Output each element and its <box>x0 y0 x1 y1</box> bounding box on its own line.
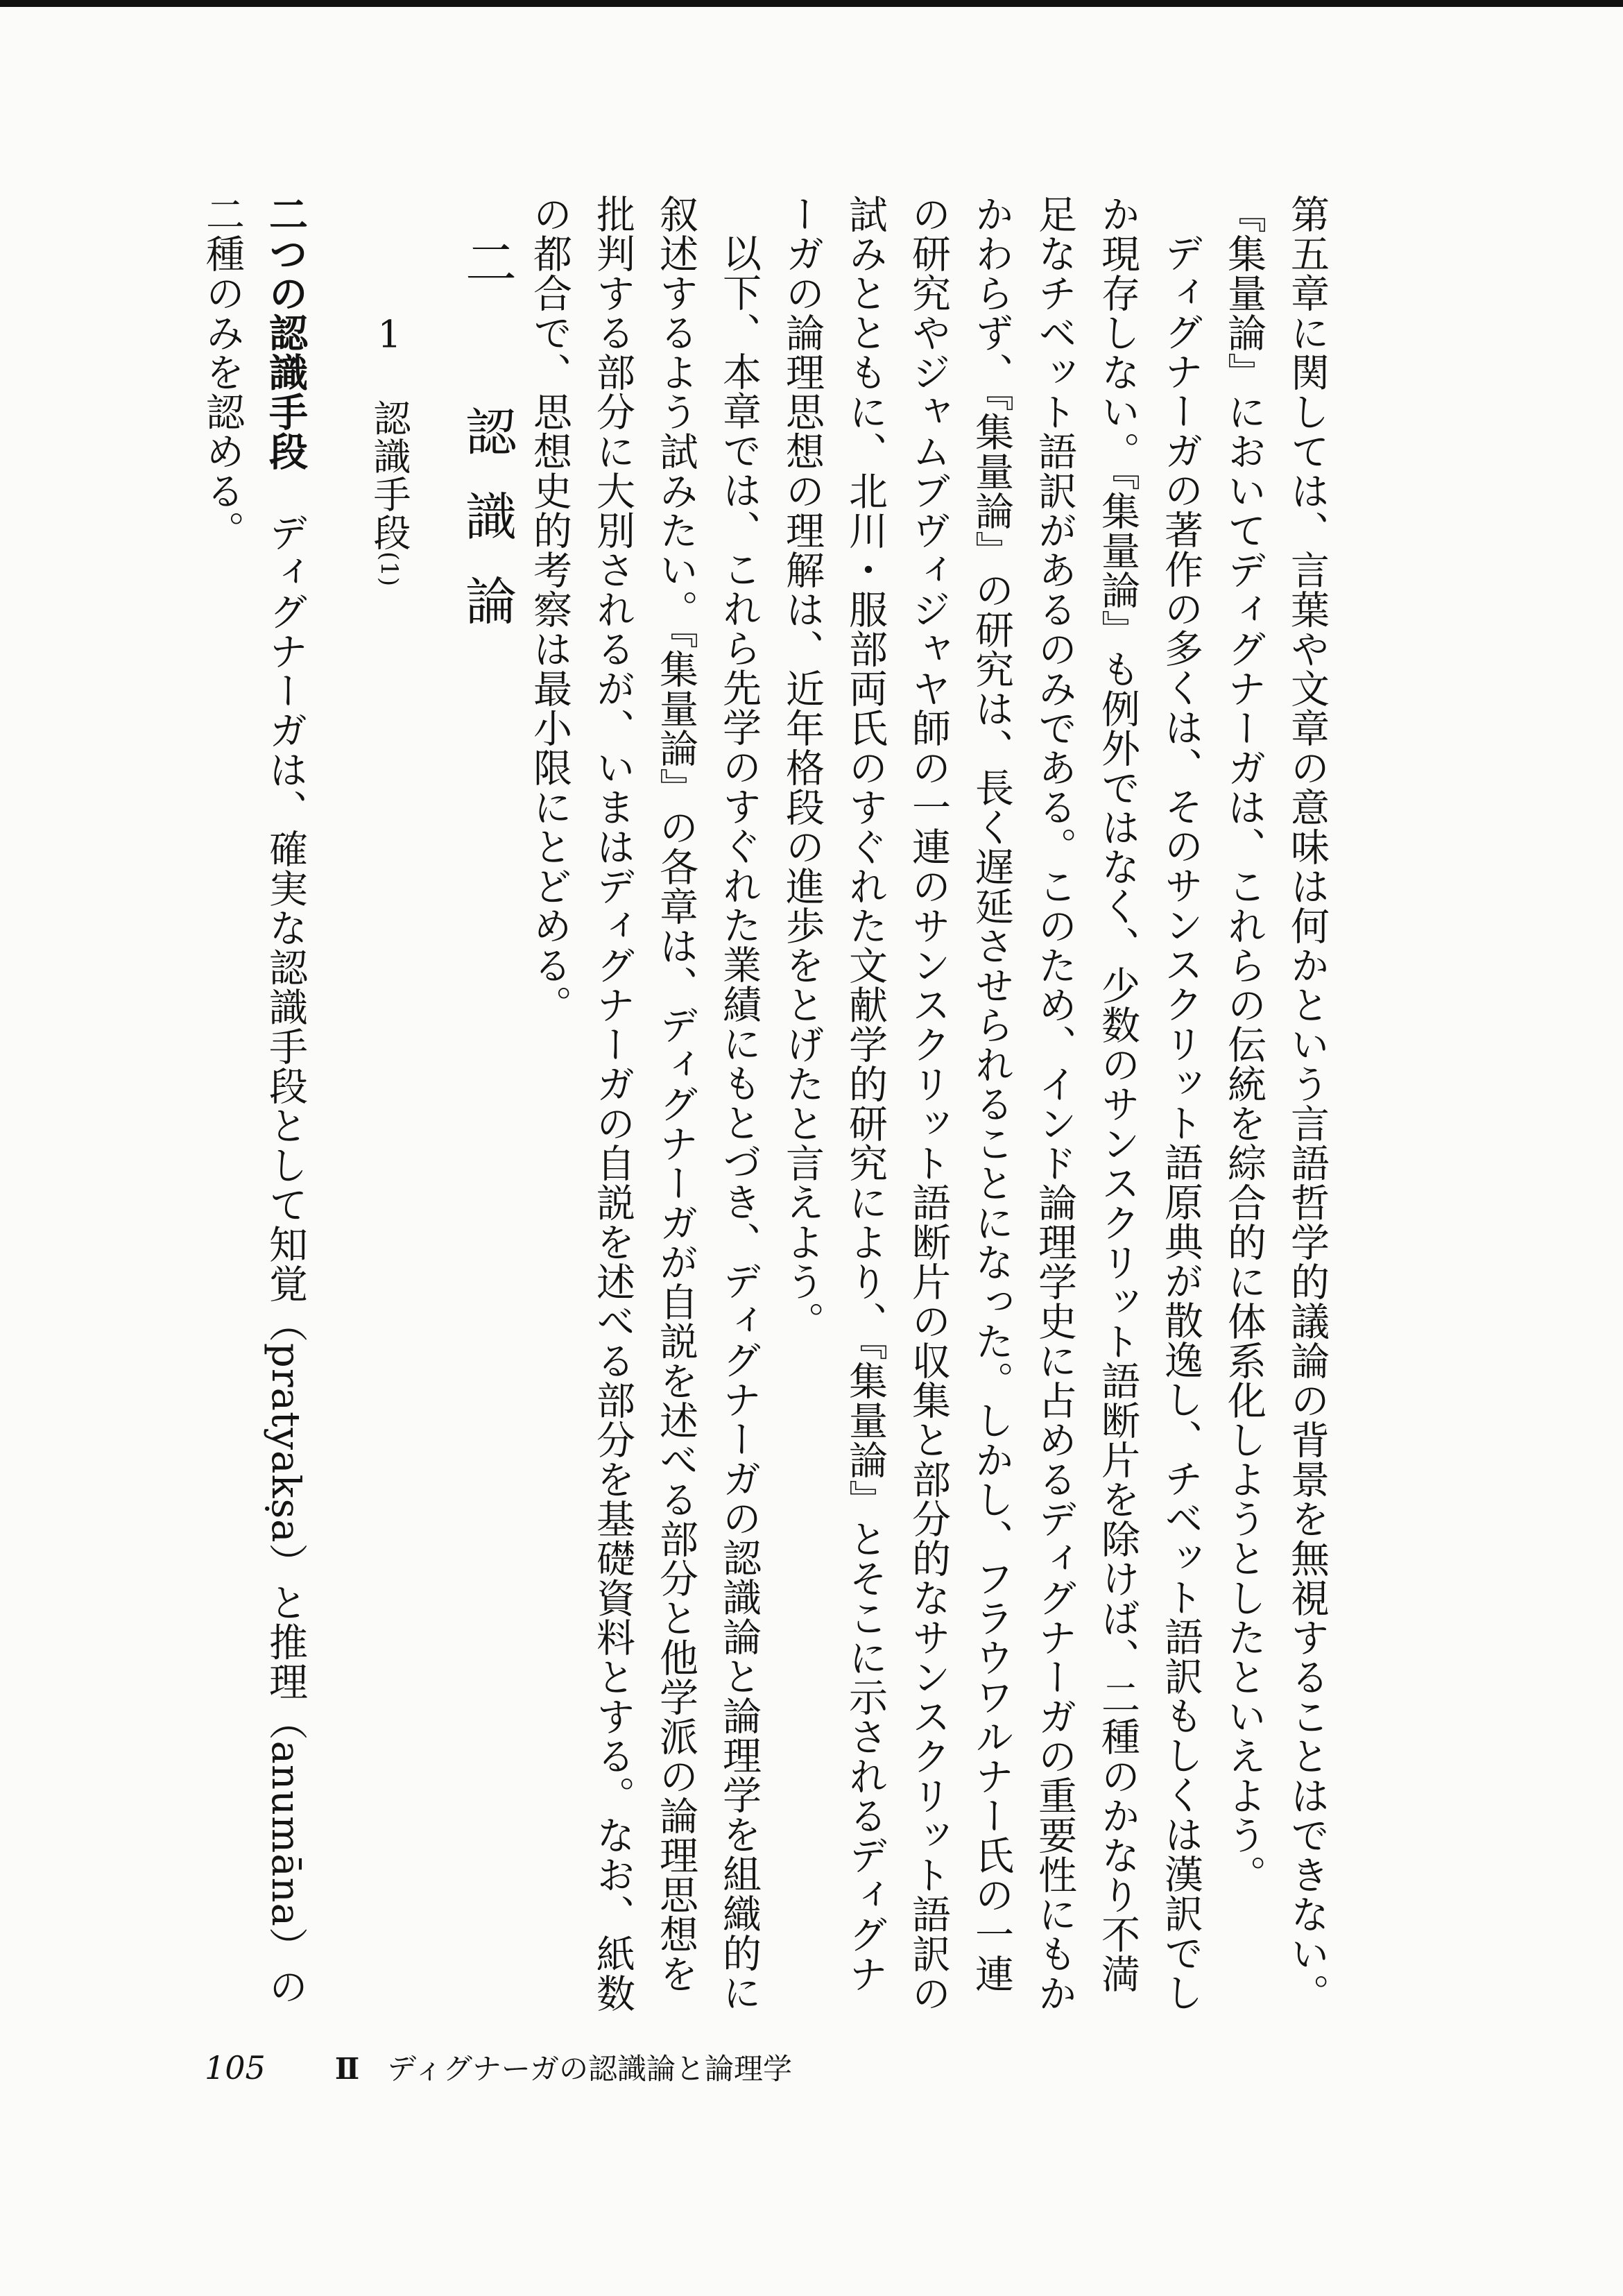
top-border-rule <box>0 0 1623 7</box>
page-number: 105 <box>205 2049 266 2087</box>
lead-title: 二つの認識手段 <box>263 194 308 471</box>
paragraph-2: ディグナーガの著作の多くは、そのサンスクリット語原典が散逸し、チベット語訳もしくは漢訳でしか現存しない。『集量論』も例外ではなく、少数のサンスクリット語断片を除けば、二種のかなり不満足なチベット語訳があるのみである。このため、インド論理学史に占めるディグナーガの重要性にもかかわらず、『集量論』の研究は、長く遅延させられることになった。しかし、フラウワルナー氏の一連の研究やジャムブヴィジャヤ師の一連のサンスクリット語断片の収集と部分的なサンスクリット語訳の試みとともに、北川・服部両氏のすぐれた文献学的研究により、『集量論』とそこに示されるディグナーガの論理思想の理解は、近年格段の進歩をとげたと言えよう。 <box>780 194 1203 2013</box>
lead-text: ディグナーガは、確実な認識手段として知覚（pratyakṣa）と推理（anumāna）の二種のみを認める。 <box>200 194 308 2007</box>
paragraph-3: 以下、本章では、これら先学のすぐれた業績にもとづき、ディグナーガの認識論と論理学を組織的に叙述するよう試みたい。『集量論』の各章は、ディグナーガが自説を述べる部分と他学派の論理思想を批判する部分に大別されるが、いまはディグナーガの自説を述べる部分を基礎資料とする。なお、紙数の都合で、思想史的考察は最小限にとどめる。 <box>527 194 762 2013</box>
section-heading: 二 認識論 <box>457 236 517 659</box>
main-text-column <box>191 194 1339 2025</box>
subsection-number: 1 <box>377 316 402 353</box>
page-footer <box>205 2046 792 2088</box>
paragraph-lead <box>191 194 317 2025</box>
subsection-heading <box>317 194 421 2025</box>
footnote-marker: (1) <box>375 551 403 588</box>
running-title: ディグナーガの認識論と論理学 <box>387 2052 793 2086</box>
paragraph-1: 第五章に関しては、言葉や文章の意味は何かという言語哲学的議論の背景を無視することはできない。『集量論』においてディグナーガは、これらの伝統を綜合的に体系化しようとしたといえよう。 <box>1221 194 1330 2013</box>
part-label: Ⅱ <box>334 2052 360 2086</box>
subsection-title: 認識手段 <box>368 399 411 551</box>
